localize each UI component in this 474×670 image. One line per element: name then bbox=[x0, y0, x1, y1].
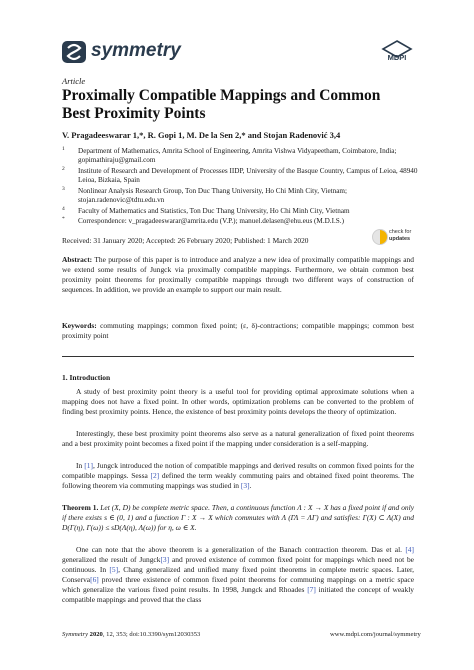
text-run: , Chang generalized and unified many fixed point theorems in complete metric spaces. Later, Conserva bbox=[62, 565, 414, 584]
citation-link[interactable]: [7] bbox=[307, 585, 316, 594]
affiliation-4 bbox=[62, 207, 422, 216]
section-heading: 1. Introduction bbox=[62, 373, 111, 382]
section-divider bbox=[62, 356, 414, 357]
text-run: generalized the result of Jungck bbox=[62, 555, 161, 564]
intro-paragraph-1: A study of best proximity point theory is a useful tool for providing optimal approximate solutions when a mapping does not have a fixed point. In other words, optimization problems can be converted to the problem of finding best proximity points. Hence, the existence of best proximity points develops the theory of optimization. bbox=[62, 387, 414, 416]
affiliation-number: 4 bbox=[62, 206, 65, 212]
citation-link[interactable]: [5] bbox=[109, 565, 119, 574]
publication-dates: Received: 31 January 2020; Accepted: 26 February 2020; Published: 1 March 2020 bbox=[62, 236, 309, 245]
affiliation-2 bbox=[62, 167, 422, 186]
check-updates-line2: updates bbox=[389, 235, 411, 242]
text-run: proved three existence of common fixed point theorems for commuting mappings on a metric space which generalize the various fixed point results. In 1998, Jungck and Rhoades bbox=[62, 575, 414, 594]
footer-doi: , 12, 353; doi:10.3390/sym12030353 bbox=[102, 631, 201, 638]
abstract bbox=[62, 255, 414, 295]
keywords-label: Keywords: bbox=[62, 321, 97, 330]
affiliation-number: * bbox=[62, 216, 65, 222]
footer-url[interactable]: www.mdpi.com/journal/symmetry bbox=[330, 631, 421, 638]
affiliation-1 bbox=[62, 147, 422, 166]
keywords-text: commuting mappings; common fixed point; (ε, δ)-contractions; compatible mappings; common best proximity point bbox=[62, 321, 415, 340]
footer-citation bbox=[62, 631, 200, 638]
affiliation-3 bbox=[62, 187, 422, 206]
text-run: In bbox=[76, 461, 85, 470]
journal-name: symmetry bbox=[91, 40, 181, 61]
intro-paragraph-3 bbox=[62, 461, 414, 491]
abstract-label: Abstract: bbox=[62, 255, 93, 264]
text-run: . bbox=[249, 481, 252, 490]
footer-year: 2020 bbox=[89, 631, 103, 638]
citation-link[interactable]: [4] bbox=[405, 545, 414, 554]
affiliation-number: 3 bbox=[62, 186, 65, 192]
check-updates-line1: check for bbox=[389, 229, 412, 235]
affiliation-text: Nonlinear Analysis Research Group, Ton Duc Thang University, Ho Chi Minh City, Vietnam; stojan.radenovic@tdtu.edu.vn bbox=[78, 187, 348, 205]
affiliation-text: Correspondence: v_pragadeeswarar@amrita.edu (V.P.); manuel.delasen@ehu.eus (M.D.I.S.) bbox=[78, 217, 344, 225]
check-updates-label bbox=[389, 229, 411, 242]
citation-link[interactable]: [3] bbox=[240, 481, 250, 490]
publisher-name: MDPI bbox=[387, 53, 407, 62]
abstract-text: The purpose of this paper is to introduce and analyze a new idea of proximally compatible mappings and we extend some results of Jungck via proximally compatible mappings. Furthermore, we obtain common best proximity point theorems for proximally compatible mappings through two different ways of construction of sequences. In addition, we provide an example to support our main result. bbox=[62, 255, 414, 294]
text-run: defined the term weakly commuting pairs and obtained fixed point theorems. The following theorem via commuting mappings was studied in bbox=[62, 471, 414, 490]
affiliation-number: 2 bbox=[62, 166, 65, 172]
article-type-label: Article bbox=[62, 76, 86, 86]
footer-journal: Symmetry bbox=[62, 631, 88, 638]
symmetry-logo-icon bbox=[62, 41, 86, 63]
affiliation-text: Faculty of Mathematics and Statistics, Ton Duc Thang University, Ho Chi Minh City, Vietnam bbox=[78, 207, 350, 215]
paper-title: Proximally Compatible Mappings and Common Best Proximity Points bbox=[62, 87, 381, 122]
citation-link[interactable]: [1] bbox=[84, 461, 93, 470]
author-list: V. Pragadeeswarar 1,*, R. Gopi 1, M. De la Sen 2,* and Stojan Radenović 3,4 bbox=[62, 130, 341, 140]
check-for-updates-badge[interactable] bbox=[372, 226, 416, 248]
text-run: One can note that the above theorem is a generalization of the Banach contraction theorem. Das et al. bbox=[76, 545, 406, 554]
affiliation-text: Department of Mathematics, Amrita School of Engineering, Amrita Vishwa Vidyapeetham, Coimbatore, India; gopimathiraju@gmail.com bbox=[78, 147, 397, 165]
text-run: initiated the concept of weakly compatible mappings and proved that the class bbox=[62, 585, 414, 604]
citation-link[interactable]: [3] bbox=[160, 555, 170, 564]
correspondence bbox=[62, 217, 422, 226]
text-run: , Jungck introduced the notion of compatible mappings and derived results on common fixed points for the compatible mappings. Sessa bbox=[62, 461, 415, 480]
check-updates-icon bbox=[372, 229, 388, 245]
theorem-text: Let (X, D) be complete metric space. Then, a continuous function Λ : X → X has a fixed point if and only if there exists s ∈ (0, 1) and a function Γ : X → X which commutes with Λ (ΓΛ = ΛΓ) and satisfies: Γ(X) ⊂ Λ(X) and D(Γ(η), Γ(ω)) ≤ sD(Λ(η), Λ(ω)) for η, ω ∈ X. bbox=[62, 503, 415, 532]
text-run: and proved existence of common fixed point for mappings which need not be continuous. In bbox=[62, 555, 414, 574]
keywords bbox=[62, 321, 414, 341]
theorem-1 bbox=[62, 503, 414, 533]
citation-link[interactable]: [6] bbox=[90, 575, 99, 584]
intro-paragraph-2: Interestingly, these best proximity point theorems also serve as a natural generalization of fixed point theorems and a best proximity point becomes a fixed point if the mapping under consideration is a self-mapping. bbox=[62, 429, 414, 448]
intro-paragraph-4 bbox=[62, 545, 414, 605]
affiliation-number: 1 bbox=[62, 146, 65, 152]
citation-link[interactable]: [2] bbox=[150, 471, 160, 480]
theorem-label: Theorem 1. bbox=[62, 503, 99, 512]
affiliation-text: Institute of Research and Development of Processes IIDP, University of the Basque Country, Campus of Leioa, 48940 Leioa, Bizkaia, Spain bbox=[78, 167, 418, 185]
